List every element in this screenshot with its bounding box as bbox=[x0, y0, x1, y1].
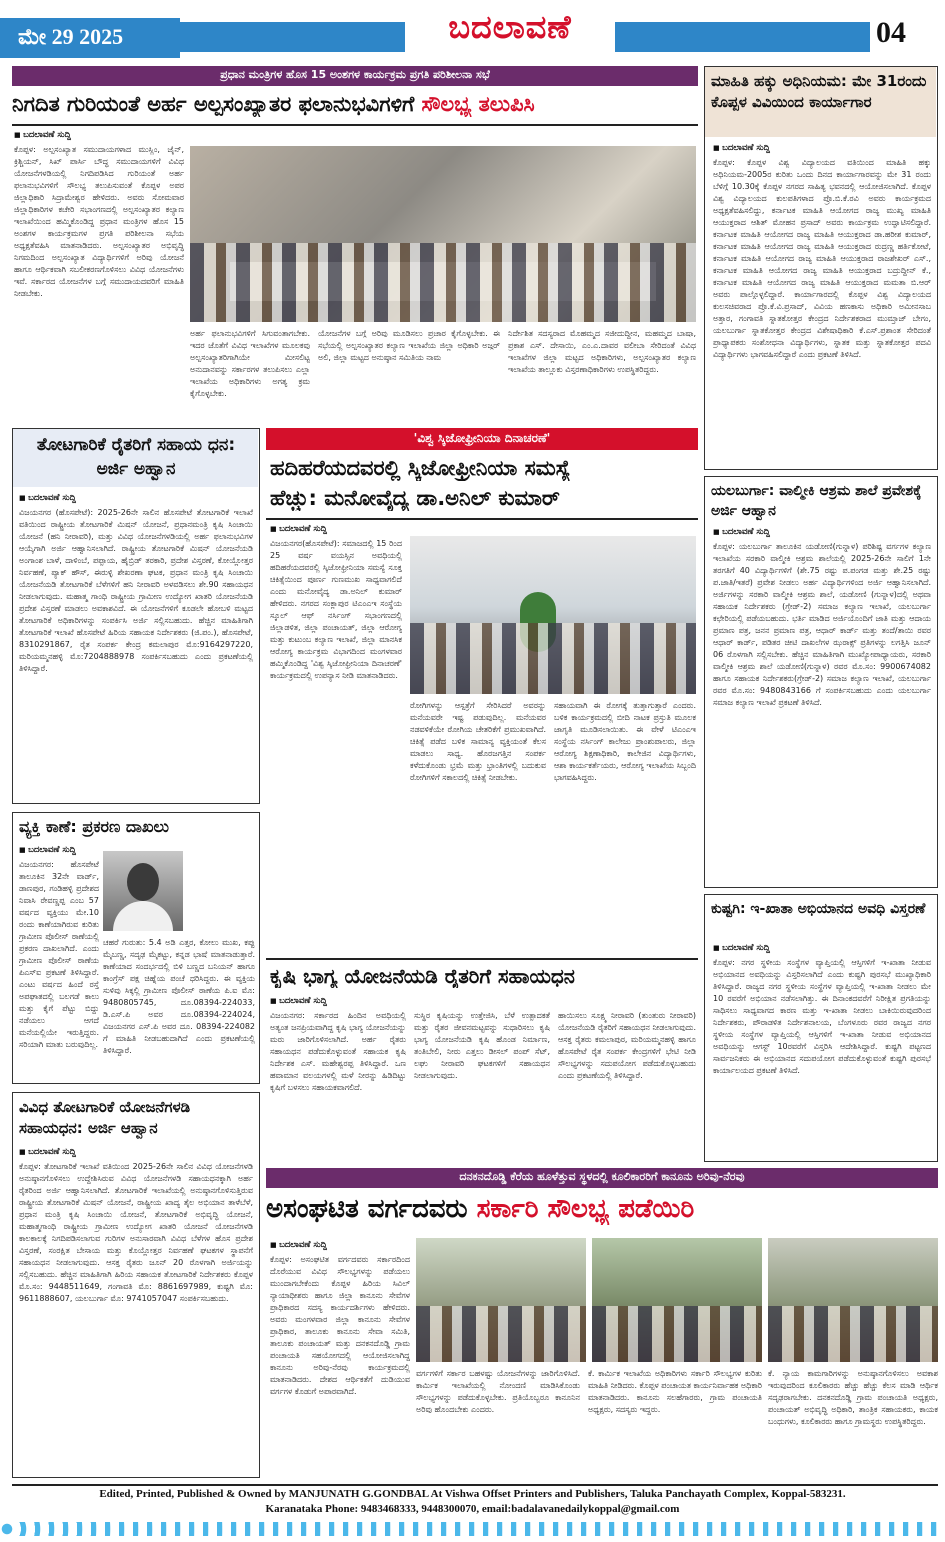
horti-schemes-headline: ವಿವಿಧ ತೋಟಗಾರಿಕೆ ಯೋಜನೆಗಳಡಿ ಸಹಾಯಧನ: ಅರ್ಜಿ ಆಹ್ವಾನ bbox=[19, 1098, 191, 1137]
krishi-headline: ಕೃಷಿ ಭಾಗ್ಯ ಯೋಜನೆಯಡಿ ರೈತರಿಗೆ ಸಹಾಯಧನ bbox=[270, 964, 575, 988]
missing-byline: ■ ಬದಲಾವಣೆ ಸುದ್ದಿ bbox=[19, 845, 76, 855]
lead-col3: ಯೋಜನೆಗಳ ಬಗ್ಗೆ ಅರಿವು ಮೂಡಿಸಲು ಪ್ರಚಾರ ಕೈಗೊಳ್ಳಬೇಕು. ಈ ಸಭೆಯಲ್ಲಿ ಅಲ್ಪಸಂಖ್ಯಾತರ ಕಲ್ಯಾಣ ಇಲಾಖೆಯ ಜಿಲ್ಲಾ ಅಧಿಕಾರಿ ಅಜ್ಗರ್ ಅಲಿ, ಜಿಲ್ಲಾ ಮಟ್ಟದ ಅನುಷ್ಠಾನ ಸಮಿತಿಯ ನಾಮ bbox=[318, 329, 500, 362]
krishi-col3: ಹಾಯಿಸಲು ಸೂಕ್ಷ್ಮ ನೀರಾವರಿ (ತುಂತುರು ನೀರಾವರಿ) ಯೋಜನೆಯಡಿ ರೈತರಿಗೆ ಸಹಾಯಧನ ನೀಡಲಾಗುವುದು. ಆಸಕ್ತ ರೈತರು ಕಮಲಾಪುರ, ಮರಿಯಮ್ಮನಹಳ್ಳಿ ಹಾಗೂ ಹೊಸಪೇಟೆ ರೈತ ಸಂಪರ್ಕ ಕೇಂದ್ರಗಳಿಗೆ ಭೇಟಿ ನೀಡಿ ಸೌಲಭ್ಯಗಳನ್ನು ಸದುಪಯೋಗ ಪಡೆದುಕೊಳ್ಳಬಹುದು ಎಂದು ಪ್ರಕಟಣೆಯಲ್ಲಿ ತಿಳಿಸಿದ್ದಾರೆ. bbox=[558, 1011, 696, 1080]
rti-story bbox=[704, 66, 938, 470]
schizo-col3: ಸಹಾಯವಾಗಿ ಈ ರೋಗಕ್ಕೆ ತುತ್ತಾಗುತ್ತಾರೆ ಎಂದರು. ಬಳಿಕ ಕಾರ್ಯಕ್ರಮದಲ್ಲಿ ಬೀದಿ ನಾಟಕ ಪ್ರಸ್ತುತಿ ಮೂಲಕ ಜಾಗೃತಿ ಮೂಡಿಸಲಾಯಿತು. ಈ ವೇಳೆ ಟಿಎಂಎಇ ಸಂಸ್ಥೆಯ ನರ್ಸಿಂಗ್ ಕಾಲೇಜು ಪ್ರಾಂಶುಪಾಲರು, ಜಿಲ್ಲಾ ಆರೋಗ್ಯ ಶಿಕ್ಷಣಾಧಿಕಾರಿ, ಕಾಲೇಜಿನ ವಿದ್ಯಾರ್ಥಿಗಳು, ಆಶಾ ಕಾರ್ಯಕರ್ತೆಯರು, ಆರೋಗ್ಯ ಇಲಾಖೆಯ ಸಿಬ್ಬಂದಿ ಭಾಗವಹಿಸಿದ್ದರು. bbox=[554, 701, 696, 782]
missing-headline: ವ್ಯಕ್ತಿ ಕಾಣೆ: ಪ್ರಕರಣ ದಾಖಲು bbox=[19, 817, 169, 836]
rti-byline: ■ ಬದಲಾವಣೆ ಸುದ್ದಿ bbox=[713, 143, 770, 153]
unorganised-photo-2 bbox=[592, 1238, 762, 1362]
horti-aid-byline: ■ ಬದಲಾವಣೆ ಸುದ್ದಿ bbox=[19, 493, 76, 503]
footer-line1: Edited, Printed, Published & Owned by MANJUNATH G.GONDBAL At Vishwa Offset Printers and Publishers, Taluka Panchayath Complex, Koppal-583231. bbox=[99, 1488, 846, 1500]
unorganised-col4: ಕೆ. ನ್ಯಾಯ ಕಾಮಗಾರಿಗಳನ್ನು ಅನುಷ್ಠಾನಗೊಳಿಸಲು ಅವಕಾಶ ಇರುವುದರಿಂದ ಕೂಲಿಕಾರರು ಹೆಚ್ಚು ಹೆಚ್ಚು ಕೆಲಸ ಮಾಡಿ ಆರ್ಥಿಕ ಸದೃಢರಾಗಬೇಕು. ದನಕನದೊಡ್ಡಿ ಗ್ರಾಮ ಪಂಚಾಯತಿ ಅಧ್ಯಕ್ಷರು, ಪಂಚಾಯತ್ ಅಭಿವೃದ್ಧಿ ಅಧಿಕಾರಿ, ತಾಂತ್ರಿಕ ಸಹಾಯಕರು, ಕಾಯಕ ಬಂಧುಗಳು, ಕೂಲಿಕಾರರು ಹಾಗೂ ಗ್ರಾಮಸ್ಥರು ಉಪಸ್ಥಿತರಿದ್ದರು. bbox=[768, 1369, 938, 1426]
yalaburga-body: ಕೊಪ್ಪಳ: ಯಲಬುರ್ಗಾ ತಾಲೂಕಿನ ಯಡೋಣಿ(ಗುನ್ನಾಳ) ಪರಿಶಿಷ್ಟ ವರ್ಗಗಳ ಕಲ್ಯಾಣ ಇಲಾಖೆಯ ಸರಕಾರಿ ವಾಲ್ಮೀಕಿ ಆಶ್ರಮ ಶಾಲೆಯಲ್ಲಿ 2025-26ನೇ ಸಾಲಿಗೆ 1ನೇ ತರಗತಿಗೆ 40 ವಿದ್ಯಾರ್ಥಿಗಳಿಗೆ (ಶೇ.75 ರಷ್ಟು ಪ.ಪಂಗಡ ಮತ್ತು ಶೇ.25 ರಷ್ಟು ಪ.ಜಾತಿ/ಇತರೆ) ಪ್ರವೇಶ ನೀಡಲು ಅರ್ಹ ವಿದ್ಯಾರ್ಥಿಗಳಿಂದ ಅರ್ಜಿ ಆಹ್ವಾನಿಸಲಾಗಿದೆ. ಅರ್ಜಿಗಳನ್ನು ಸರಕಾರಿ ವಾಲ್ಮೀಕಿ ಆಶ್ರಮ ಶಾಲೆ, ಯಡೋಣಿ (ಗುನ್ನಾಳ)ದಲ್ಲಿ ಅಥವಾ ಸಹಾಯಕ ನಿರ್ದೇಶಕರು (ಗ್ರೇಡ್-2) ಸಮಾಜ ಕಲ್ಯಾಣ ಇಲಾಖೆ, ಯಲಬುರ್ಗಾ ಕಛೇರಿಯಲ್ಲಿ ಪಡೆಯಬಹುದು. ಭರ್ತಿ ಮಾಡಿದ ಅರ್ಜಿಯೊಂದಿಗೆ ಜಾತಿ ಮತ್ತು ಆದಾಯ ಪ್ರಮಾಣ ಪತ್ರ, ಜನನ ಪ್ರಮಾಣ ಪತ್ರ, ಆಧಾರ್ ಕಾರ್ಡ್ ಮತ್ತು ತಂದೆ/ತಾಯಿ ರವರ ಆಧಾರ್ ಕಾರ್ಡ್, ಪಡಿತರ ಚೀಟಿ ದಾಖಲೆಗಳ ಝರಾಕ್ಸ್ ಪ್ರತಿಗಳನ್ನು ಲಗತ್ತಿಸಿ ಜೂನ್ 06 ರೊಳಗಾಗಿ ಸಲ್ಲಿಸಬೇಕು. ಹೆಚ್ಚಿನ ಮಾಹಿತಿಗಾಗಿ ಮುಖ್ಯೋಪಾಧ್ಯಾಯರು, ಸರಕಾರಿ ವಾಲ್ಮೀಕಿ ಆಶ್ರಮ ಶಾಲೆ ಯಡೋಣಿ(ಗುನ್ನಾಳ) ರವರ ಮೊ.ಸಂ: 9900674082 ಹಾಗೂ ಸಹಾಯಕ ನಿರ್ದೇಶಕರು(ಗ್ರೇಡ್-2) ಸಮಾಜ ಕಲ್ಯಾಣ ಇಲಾಖೆ, ಯಲಬುರ್ಗಾ ರವರ ಮೊ.ಸಂ: 9480843166 ಗೆ ಸಂಪರ್ಕಿಸಬಹುದು ಎಂದು ಯಲಬುರ್ಗಾ ಸಮಾಜ ಕಲ್ಯಾಣ ಇಲಾಖೆ ಪ್ರಕಟಣೆ ತಿಳಿಸಿದೆ. bbox=[713, 542, 931, 707]
horti-schemes-story bbox=[12, 1092, 260, 1478]
schizo-rule bbox=[266, 518, 698, 520]
lead-story bbox=[12, 66, 698, 421]
page-number: 04 bbox=[876, 16, 906, 49]
issue-date: ಮೇ 29 2025 bbox=[18, 24, 124, 49]
lead-photo bbox=[190, 146, 696, 322]
schizo-byline: ■ ಬದಲಾವಣೆ ಸುದ್ದಿ bbox=[270, 524, 327, 534]
unorganised-col1: ಕೊಪ್ಪಳ: ಅಸಂಘಟಿತ ವರ್ಗದವರು ಸರ್ಕಾರದಿಂದ ದೊರೆಯುವ ವಿವಿಧ ಸೌಲಭ್ಯಗಳನ್ನು ಪಡೆಯಲು ಮುಂದಾಗಬೇಕೆಂದು ಕೊಪ್ಪಳ ಹಿರಿಯ ಸಿವಿಲ್ ನ್ಯಾಯಾಧೀಶರು ಹಾಗೂ ಜಿಲ್ಲಾ ಕಾನೂನು ಸೇವೆಗಳ ಪ್ರಾಧಿಕಾರದ ಸದಸ್ಯ ಕಾರ್ಯದರ್ಶಿಗಳು ಹೇಳಿದರು. ಅವರು ಮಂಗಳವಾರ ಜಿಲ್ಲಾ ಕಾನೂನು ಸೇವೆಗಳ ಪ್ರಾಧಿಕಾರ, ತಾಲೂಕು ಕಾನೂನು ಸೇವಾ ಸಮಿತಿ, ತಾಲೂಕು ಪಂಚಾಯತ್ ಮತ್ತು ದನಕನದೊಡ್ಡಿ ಗ್ರಾಮ ಪಂಚಾಯತಿ ಸಹಯೋಗದಲ್ಲಿ ಆಯೋಜಿಸಲಾಗಿದ್ದ ಕಾನೂನು ಅರಿವು-ನೆರವು ಕಾರ್ಯಕ್ರಮದಲ್ಲಿ ಮಾತನಾಡಿದರು. ದೇಶದ ಆರ್ಥಿಕತೆಗೆ ದುಡಿಯುವ ವರ್ಗಗಳ ಕೊಡುಗೆ ಅಪಾರವಾಗಿದೆ. bbox=[270, 1255, 410, 1396]
unorganised-kicker: ದನಕನದೊಡ್ಡಿ ಕೆರೆಯ ಹೂಳೆತ್ತುವ ಸ್ಥಳದಲ್ಲಿ ಕೂಲಿಕಾರರಿಗೆ ಕಾನೂನು ಅರಿವು-ನೆರವು bbox=[459, 1170, 745, 1183]
kushtagi-headline: ಕುಷ್ಟಗಿ: ಇ-ಖಾತಾ ಅಭಿಯಾನದ ಅವಧಿ ವಿಸ್ತರಣೆ bbox=[711, 901, 926, 917]
unorganised-photo-3 bbox=[768, 1238, 938, 1362]
schizo-kicker: 'ವಿಶ್ವ ಸ್ಕಿಜೋಫ್ರೀನಿಯಾ ದಿನಾಚರಣೆ' bbox=[413, 431, 551, 445]
lead-headline-main: ನಿಗದಿತ ಗುರಿಯಂತೆ ಅರ್ಹ ಅಲ್ಪಸಂಖ್ಯಾತರ ಫಲಾನುಭವಿಗಳಿಗೆ bbox=[12, 92, 415, 116]
footer-rule bbox=[12, 1484, 938, 1486]
krishi-top-rule bbox=[266, 958, 698, 960]
unorganised-story bbox=[266, 1168, 938, 1478]
krishi-byline: ■ ಬದಲಾವಣೆ ಸುದ್ದಿ bbox=[270, 996, 327, 1006]
horti-aid-story bbox=[12, 428, 260, 804]
lead-col4: ನಿರ್ದೇಶಿತ ಸದಸ್ಯರಾದ ಮೊಹಮ್ಮದ ಸಜೀದುದ್ದೀನ, ಮಹಮ್ಮದ ಬಾಷಾ, ಪ್ರಕಾಶ ಎಸ್. ದೇಸಾಯಿ, ಎಂ.ಎ.ದಾವರ ವಲೀಬಾ ಸೇರಿದಂತೆ ವಿವಿಧ ಇಲಾಖೆಗಳ ಜಿಲ್ಲಾ ಮಟ್ಟದ ಅಧಿಕಾರಿಗಳು, ಅಲ್ಪಸಂಖ್ಯಾತರ ಕಲ್ಯಾಣ ಇಲಾಖೆಯ ತಾಲ್ಲೂಕು ವಿಸ್ತರಣಾಧಿಕಾರಿಗಳು ಉಪಸ್ಥಿತರಿದ್ದರು. bbox=[508, 329, 696, 374]
schizo-headline-line1: ಹದಿಹರೆಯದವರಲ್ಲಿ ಸ್ಕಿಜೋಫ್ರೀನಿಯಾ ಸಮಸ್ಯೆ bbox=[270, 456, 571, 480]
unorganised-col3: ಕೆ. ಕಾರ್ಮಿಕ ಇಲಾಖೆಯ ಅಧಿಕಾರಿಗಳು ಸರ್ಕಾರಿ ಸೌಲಭ್ಯಗಳ ಕುರಿತು ಮಾಹಿತಿ ನೀಡಿದರು. ಕೊಪ್ಪಳ ಪಂಚಾಯತ ಕಾರ್ಯನಿರ್ವಾಹಕ ಅಧಿಕಾರಿ ಮಾತನಾಡಿದರು. ಕಾನೂನು ಸಲಹೆಗಾರರು, ಗ್ರಾಮ ಪಂಚಾಯತಿ ಅಧ್ಯಕ್ಷರು, ಸದಸ್ಯರು ಇದ್ದರು. bbox=[588, 1369, 762, 1414]
rti-body: ಕೊಪ್ಪಳ: ಕೊಪ್ಪಳ ವಿಶ್ವ ವಿದ್ಯಾಲಯದ ವತಿಯಿಂದ ಮಾಹಿತಿ ಹಕ್ಕು ಅಧಿನಿಯಮ-2005ರ ಕುರಿತು ಒಂದು ದಿನದ ಕಾರ್ಯಾಗಾರವನ್ನು ಮೇ 31 ರಂದು ಬೆಳಿಗ್ಗೆ 10.30ಕ್ಕೆ ಕೊಪ್ಪಳ ನಗರದ ಸಾಹಿತ್ಯ ಭವನದಲ್ಲಿ ಆಯೋಜಿಸಲಾಗಿದೆ. ಕೊಪ್ಪಳ ವಿಶ್ವ ವಿದ್ಯಾಲಯದ ಕುಲಪತಿಗಳಾದ ಪ್ರೊ.ಬಿ.ಕೆ.ರವಿ ಅವರು ಕಾರ್ಯಕ್ರಮದ ಅಧ್ಯಕ್ಷತೆವಹಿಸಲಿದ್ದು, ಕರ್ನಾಟಕ ಮಾಹಿತಿ ಆಯೋಗದ ರಾಜ್ಯ ಮುಖ್ಯ ಮಾಹಿತಿ ಆಯುಕ್ತರಾದ ಆಶಿತ್ ಮೋಹನ ಪ್ರಸಾದ್ ಅವರು ಕಾರ್ಯಕ್ರಮ ಉದ್ಘಾಟಿಸಲಿದ್ದಾರೆ. ಕರ್ನಾಟಕ ಮಾಹಿತಿ ಆಯೋಗದ ರಾಜ್ಯ ಮಾಹಿತಿ ಆಯುಕ್ತರಾದ ಡಾ.ಹರೀಶ ಕುಮಾರ್, ಕರ್ನಾಟಕ ಮಾಹಿತಿ ಆಯೋಗದ ರಾಜ್ಯ ಮಾಹಿತಿ ಆಯುಕ್ತರಾದ ರುದ್ರಣ್ಣ ಹರ್ತಿಕೋಟೆ, ಕರ್ನಾಟಕ ಮಾಹಿತಿ ಆಯೋಗದ ರಾಜ್ಯ ಮಾಹಿತಿ ಆಯುಕ್ತರಾದ ರಾಜಶೇಖರ್ ಎಸ್., ಕರ್ನಾಟಕ ಮಾಹಿತಿ ಆಯೋಗದ ರಾಜ್ಯ ಮಾಹಿತಿ ಆಯುಕ್ತರಾದ ಬದ್ರುದ್ದೀನ್ ಕೆ., ಕರ್ನಾಟಕ ಮಾಹಿತಿ ಆಯೋಗದ ರಾಜ್ಯ ಮಾಹಿತಿ ಆಯುಕ್ತರಾದ ಮಮತಾ ಬಿ.ಆರ್ ಅವರು ಪಾಲ್ಗೊಳ್ಳಲಿದ್ದಾರೆ. ಕಾರ್ಯಾಗಾರದಲ್ಲಿ ಕೊಪ್ಪಳ ವಿಶ್ವ ವಿದ್ಯಾಲಯದ ಕುಲಸಚಿವರಾದ ಪ್ರೊ.ಕೆ.ವಿ.ಪ್ರಸಾದ್, ವಿವಿಯ ಹಣಕಾಸು ಅಧಿಕಾರಿ ಅಮೀನಸಾಬ ಅತ್ತಾರ, ಗಂಗಾವತಿ ಸ್ನಾತಕೋತ್ತರ ಕೇಂದ್ರದ ನಿರ್ದೇಶಕರಾದ ಮುಮ್ತಾಜ್ ಬೇಗಂ, ಯಲಬುರ್ಗಾ ಸ್ನಾತಕೋತ್ತರ ಕೇಂದ್ರದ ವಿಶೇಷಾಧಿಕಾರಿ ಕೆ.ಎಸ್.ಪ್ರಶಾಂತ ಸೇರಿದಂತೆ ಪ್ರಾಧ್ಯಾಪಕರು ಸಂಶೋಧನಾ ವಿದ್ಯಾರ್ಥಿಗಳು, ಸ್ನಾತಕ ಮತ್ತು ಸ್ನಾತಕೋತ್ತರ ಪದವಿ ವಿದ್ಯಾರ್ಥಿಗಳು ಭಾಗವಹಿಸಲಿದ್ದಾರೆ ಎಂದು ಪ್ರಕಟಣೆ ತಿಳಿಸಿದೆ. bbox=[713, 158, 931, 359]
lead-byline: ■ ಬದಲಾವಣೆ ಸುದ್ದಿ bbox=[14, 130, 71, 140]
footer-dots bbox=[0, 1522, 945, 1536]
lead-headline-accent: ಸೌಲಭ್ಯ ತಲುಪಿಸಿ bbox=[421, 92, 535, 116]
lead-col1: ಕೊಪ್ಪಳ: ಅಲ್ಪಸಂಖ್ಯಾತ ಸಮುದಾಯಗಳಾದ ಮುಸ್ಲಿಂ, ಜೈನ್, ಕ್ರಿಶ್ಚಿಯನ್, ಸಿಖ್ ಪಾರ್ಸಿ ಬೌದ್ಧ ಸಮುದಾಯಗಳಿಗೆ ವಿವಿಧ ಯೋಜನೆಗಳಡಿಯಲ್ಲಿ ನಿಗದಿಪಡಿಸಿದ ಗುರಿಯಂತೆ ಅರ್ಹ ಫಲಾನುಭವಿಗಳಿಗೆ ಸೌಲಭ್ಯ ತಲುಪಿಸುವಂತೆ ಕೊಪ್ಪಳ ಅಪರ ಜಿಲ್ಲಾಧಿಕಾರಿ ಸಿದ್ರಾಮೇಶ್ವರ ಹೇಳಿದರು. ಅವರು ಸೋಮವಾರ ಜಿಲ್ಲಾಧಿಕಾರಿಗಳ ಕಚೇರಿ ಸಭಾಂಗಣದಲ್ಲಿ ಅಲ್ಪಸಂಖ್ಯಾತರ ಕಲ್ಯಾಣ ಇಲಾಖೆಯಿಂದ ಹಮ್ಮಿಕೊಂಡಿದ್ದ ಪ್ರಧಾನ ಮಂತ್ರಿಗಳ ಹೊಸ 15 ಅಂಶಗಳ ಕಾರ್ಯಕ್ರಮಗಳ ಪ್ರಗತಿ ಪರಿಶೀಲನಾ ಸಭೆಯ ಅಧ್ಯಕ್ಷತೆವಹಿಸಿ ಮಾತನಾಡಿದರು. ಅಲ್ಪಸಂಖ್ಯಾತರ ಅಭಿವೃದ್ಧಿ ನಿಗಮದಿಂದ ಅಲ್ಪಸಂಖ್ಯಾತ ವಿದ್ಯಾರ್ಥಿಗಳಿಗೆ ಅರಿವು ಯೋಜನೆ ಹಾಗೂ ಆರ್ಥಿಕವಾಗಿ ಸಬಲೀಕರಣಗೊಳಿಸಲು ವಿವಿಧ ಯೋಜನೆಗಳು ಇವೆ. ಸರ್ಕಾರದ ಯೋಜನೆಗಳ ಬಗ್ಗೆ ಸಮುದಾಯದವರಿಗೆ ಮಾಹಿತಿ ನೀಡಬೇಕು. bbox=[14, 145, 184, 298]
unorganised-headline-accent: ಸರ್ಕಾರಿ ಸೌಲಭ್ಯ ಪಡೆಯಿರಿ bbox=[476, 1194, 695, 1224]
krishi-col1: ವಿಜಯನಗರ: ಸರ್ಕಾರದ ಹಿಂದಿನ ಅವಧಿಯಲ್ಲಿ ಅತ್ಯಂತ ಜನಪ್ರಿಯವಾಗಿದ್ದ ಕೃಷಿ ಭಾಗ್ಯ ಯೋಜನೆಯನ್ನು ಮರು ಜಾರಿಗೊಳಿಸಲಾಗಿದೆ. ಅರ್ಹ ರೈತರು ಸಹಾಯಧನ ಪಡೆದುಕೊಳ್ಳುವಂತೆ ಸಹಾಯಕ ಕೃಷಿ ನಿರ್ದೇಶಕ ಎಸ್. ಮಹೇಶ್ವರಪ್ಪ ತಿಳಿಸಿದ್ದಾರೆ. ಒಣ ಹವಾಮಾನ ವಲಯಗಳಲ್ಲಿ ಮಳೆ ನೀರನ್ನು ಹಿಡಿದಿಟ್ಟು ಕೃಷಿಗೆ ಬಳಸಲು ಸಹಾಯಕವಾಗಲಿದೆ. bbox=[270, 1011, 406, 1092]
horti-schemes-body: ಕೊಪ್ಪಳ: ತೋಟಗಾರಿಕೆ ಇಲಾಖೆ ವತಿಯಿಂದ 2025-26ನೇ ಸಾಲಿನ ವಿವಿಧ ಯೋಜನೆಗಳಡಿ ಅನುಷ್ಠಾನಗೊಳಿಸಲು ಉದ್ದೇಶಿಸಿರುವ ವಿವಿಧ ಯೋಜನೆಗಳಡಿ ಸಹಾಯಧನಕ್ಕಾಗಿ ಅರ್ಹ ರೈತರಿಂದ ಅರ್ಜಿ ಆಹ್ವಾನಿಸಲಾಗಿದೆ. ತೋಟಗಾರಿಕೆ ಇಲಾಖೆಯಲ್ಲಿ ಅನುಷ್ಠಾನಗೊಳಿಸುತ್ತಿರುವ ರಾಷ್ಟ್ರೀಯ ತೋಟಗಾರಿಕೆ ಮಿಷನ್ ಯೋಜನೆ, ರಾಷ್ಟ್ರೀಯ ಖಾದ್ಯ ತೈಲ ಅಭಿಯಾನ ತಾಳೆಬೆಳೆ, ಪ್ರಧಾನ ಮಂತ್ರಿ ಕೃಷಿ ಸಿಂಚಾಯಿ ಯೋಜನೆ, ತೋಟಗಾರಿಕೆ ಅಭಿವೃದ್ಧಿ ಯೋಜನೆ, ಮಹಾತ್ಮಗಾಂಧಿ ರಾಷ್ಟ್ರೀಯ ಗ್ರಾಮೀಣ ಉದ್ಯೋಗ ಖಾತರಿ ಯೋಜನೆ ಯೋಜನೆಗಳಡಿ ಕಾಲಕಾಲಕ್ಕೆ ನಿಗದಿಪಡಿಸಲಾಗುವ ಗುರಿಗಳ ಅನುಸಾರವಾಗಿ ವಿವಿಧ ಬೆಳೆಗಳ ಹೊಸ ಪ್ರದೇಶ ವಿಸ್ತರಣೆ, ಸಂರಕ್ಷಿತ ಬೇಸಾಯ ಮತ್ತು ಕೊಯ್ಲೋತ್ತರ ನಿರ್ವಹಣೆ ಘಟಕಗಳ ಸ್ಥಾಪನೆಗೆ ಸಹಾಯಧನ ನೀಡಲಾಗುವುದು. ಆಸಕ್ತ ರೈತರು ಜೂನ್ 20 ರೊಳಗಾಗಿ ಅರ್ಜಿಯನ್ನು ಸಲ್ಲಿಸಬಹುದು. ಹೆಚ್ಚಿನ ಮಾಹಿತಿಗಾಗಿ ಹಿರಿಯ ಸಹಾಯಕ ತೋಟಗಾರಿಕೆ ನಿರ್ದೇಶಕರು ಕೊಪ್ಪಳ ಮೊ.ಸಂ: 9448511649, ಗಂಗಾವತಿ ಮೊ: 8861697989, ಕುಷ್ಟಗಿ ಮೊ: 9611888607, ಯಲಬುರ್ಗಾ ಮೊ: 9741057047 ಸಂಪರ್ಕಿಸಬಹುದು. bbox=[19, 1162, 253, 1303]
schizo-col1: ವಿಜಯನಗರ(ಹೊಸಪೇಟೆ): ಸಮಾಜದಲ್ಲಿ 15 ರಿಂದ 25 ವರ್ಷ ವಯಸ್ಸಿನ ಅವಧಿಯಲ್ಲಿ ಹದಿಹರೆಯದವರಲ್ಲಿ ಸ್ಕಿಜೋಫ್ರೀನಿಯಾ ಸಮಸ್ಯೆ ಸೂಕ್ತ ಚಿಕಿತ್ಸೆಯಿಂದ ಪೂರ್ಣ ಗುಣಮುಖ ಸಾಧ್ಯವಾಗಲಿದೆ ಎಂದು ಮನೋವೈದ್ಯ ಡಾ.ಅನಿಲ್ ಕುಮಾರ್ ಹೇಳಿದರು. ನಗರದ ಸಂಕ್ಲಾಪುರ ಟಿಎಂಎಇ ಸಂಸ್ಥೆಯ ಸ್ಕೂಲ್ ಆಫ್ ನರ್ಸಿಂಗ್ ಸಭಾಂಗಣದಲ್ಲಿ ಜಿಲ್ಲಾಡಳಿತ, ಜಿಲ್ಲಾ ಪಂಚಾಯತ್, ಜಿಲ್ಲಾ ಆರೋಗ್ಯ ಮತ್ತು ಕುಟುಂಬ ಕಲ್ಯಾಣ ಇಲಾಖೆ, ಜಿಲ್ಲಾ ಮಾನಸಿಕ ಆರೋಗ್ಯ ಕಾರ್ಯಕ್ರಮ ವಿಭಾಗದಿಂದ ಮಂಗಳವಾರ ಹಮ್ಮಿಕೊಂಡಿದ್ದ 'ವಿಶ್ವ ಸ್ಕಿಜೋಫ್ರೀನಿಯಾ ದಿನಾಚರಣೆ' ಕಾರ್ಯಕ್ರಮದಲ್ಲಿ ಉಪನ್ಯಾಸ ನೀಡಿ ಮಾತನಾಡಿದರು. bbox=[270, 539, 402, 680]
lead-col2: ಅರ್ಹ ಫಲಾನುಭವಿಗಳಿಗೆ ಸಿಗುವಂತಾಗಬೇಕು. ಇದರ ಜೊತೆಗೆ ವಿವಿಧ ಇಲಾಖೆಗಳ ಮೂಲಕವು ಅಲ್ಪಸಂಖ್ಯಾತರಿಗಾಗಿಯೇ ಮೀಸಲಿಟ್ಟ ಅನುದಾನವನ್ನು ಸರ್ಕಾರಗಳ ತಲುಪಿಸಲು ಎಲ್ಲಾ ಇಲಾಖೆಯ ಅಧಿಕಾರಿಗಳು ಅಗತ್ಯ ಕ್ರಮ ಕೈಗೊಳ್ಳಬೇಕು. bbox=[190, 329, 310, 398]
kushtagi-byline: ■ ಬದಲಾವಣೆ ಸುದ್ದಿ bbox=[713, 943, 770, 953]
lead-headline bbox=[12, 92, 698, 117]
horti-schemes-byline: ■ ಬದಲಾವಣೆ ಸುದ್ದಿ bbox=[19, 1147, 76, 1157]
schizo-headline-line2: ಹೆಚ್ಚು: ಮನೋವೈದ್ಯ ಡಾ.ಅನಿಲ್ ಕುಮಾರ್ bbox=[270, 486, 560, 510]
missing-body-right: ಚಹರೆ ಗುರುತು: 5.4 ಅಡಿ ಎತ್ತರ, ಕೋಲು ಮುಖ, ಕಪ್ಪು ಮೈಬಣ್ಣ, ಸದೃಢ ಮೈಕಟ್ಟು, ಕನ್ನಡ ಭಾಷೆ ಮಾತನಾಡುತ್ತಾರೆ. ಕಾಣೆಯಾದ ಸಂದರ್ಭದಲ್ಲಿ ಬಿಳಿ ಬಣ್ಣದ ಬನಿಯನ್ ಹಾಗೂ ಕಾಂಗ್ರೆಸ್ ಪಕ್ಷ ಚಿಹ್ನೆಯ ಪಂಚೆ ಧರಿಸಿದ್ದರು. ಈ ವ್ಯಕ್ತಿಯ ಸುಳಿವು ಸಿಕ್ಕಲ್ಲಿ ಗ್ರಾಮೀಣ ಪೊಲೀಸ್ ಠಾಣೆಯ ಪಿ.ಐ ಮೊ: 9480805745, ದೂ.08394-224033, ಡಿ.ಎಸ್.ಪಿ ಅವರ ದೂ.08394-224024, ವಿಜಯನಗರ ಎಸ್.ಪಿ ಅವರ ದೂ. 08394-224082 ಗೆ ಮಾಹಿತಿ ನೀಡಬಹುದಾಗಿದೆ ಎಂದು ಪ್ರಕಟಣೆಯಲ್ಲಿ ತಿಳಿಸಿದ್ದಾರೆ. bbox=[103, 938, 255, 1055]
schizo-photo bbox=[410, 536, 696, 694]
schizo-story bbox=[266, 428, 698, 950]
yalaburga-story bbox=[704, 476, 938, 888]
krishi-col2: ಸುಸ್ಥಿರ ಕೃಷಿಯನ್ನು ಉತ್ತೇಜಿಸಿ, ಬೆಳೆ ಉತ್ಪಾದಕತೆ ಮತ್ತು ರೈತರ ಜೀವನಮಟ್ಟವನ್ನು ಸುಧಾರಿಸಲು ಕೃಷಿ ಭಾಗ್ಯ ಯೋಜನೆಯಡಿ ಕೃಷಿ ಹೊಂಡ ನಿರ್ಮಾಣ, ತಂತಿಬೇಲಿ, ನೀರು ಎತ್ತಲು ಡೀಸಲ್ ಪಂಪ್ ಸೆಟ್, ಲಘು ನೀರಾವರಿ ಘಟಕಗಳಿಗೆ ಸಹಾಯಧನ ನೀಡಲಾಗುವುದು. bbox=[414, 1011, 550, 1080]
unorganised-byline: ■ ಬದಲಾವಣೆ ಸುದ್ದಿ bbox=[270, 1240, 327, 1250]
unorganised-headline bbox=[266, 1194, 938, 1225]
missing-body-left: ವಿಜಯನಗರ: ಹೊಸಪೇಟೆ ತಾಲೂಕಿನ 32ನೇ ವಾರ್ಡ್, ಡಾಣಪುರ, ಗಂಡಿಹಳ್ಳಿ ಪ್ರದೇಶದ ನಿವಾಸಿ ರೇವಣ್ಣಪ್ಪ ಎಂಬ 57 ವರ್ಷದ ವ್ಯಕ್ತಿಯು ಮೇ.10 ರಂದು ಕಾಣೆಯಾಗಿರುವ ಕುರಿತು ಗ್ರಾಮೀಣ ಪೊಲೀಸ್ ಠಾಣೆಯಲ್ಲಿ ಪ್ರಕರಣ ದಾಖಲಾಗಿದೆ. ಎಂದು ಗ್ರಾಮೀಣ ಪೊಲೀಸ್ ಠಾಣೆಯ ಪಿಎಸ್ಐ ಪ್ರಕಟಣೆ ತಿಳಿಸಿದ್ದಾರೆ. ಎಂಟು ವರ್ಷದ ಹಿಂದೆ ರಸ್ತೆ ಅಪಘಾತದಲ್ಲಿ ಬಲಗಡೆ ಕಾಲು ಮತ್ತು ಕೈಗೆ ಪೆಟ್ಟು ಬಿದ್ದು ನಡೆಯಲು ಆಗದೆ ಮನೆಯಲ್ಲಿಯೇ ಇರುತ್ತಿದ್ದರು. ಸರಿಯಾಗಿ ಮಾತು ಬರುವುದಿಲ್ಲ. bbox=[19, 860, 99, 1049]
missing-person-photo bbox=[103, 851, 183, 931]
footer-line2: Karanataka Phone: 9483468333, 9448300070, email:badalavanedailykoppal@gmail.com bbox=[265, 1503, 680, 1515]
paper-name-logo: ಬದಲಾವಣೆ bbox=[448, 8, 572, 46]
rti-headline: ಮಾಹಿತಿ ಹಕ್ಕು ಅಧಿನಿಯಮ: ಮೇ 31ರಂದು ಕೊಪ್ಪಳ ವಿವಿಯಿಂದ ಕಾರ್ಯಾಗಾರ bbox=[711, 72, 927, 111]
kushtagi-body: ಕೊಪ್ಪಳ: ನಗರ ಸ್ಥಳೀಯ ಸಂಸ್ಥೆಗಳ ವ್ಯಾಪ್ತಿಯಲ್ಲಿ ಆಸ್ತಿಗಳಿಗೆ ಇ-ಖಾತಾ ನೀಡುವ ಅಭಿಯಾನದ ಅವಧಿಯನ್ನು ವಿಸ್ತರಿಸಲಾಗಿದೆ ಎಂದು ಕುಷ್ಟಗಿ ಪುರಸಭೆ ಮುಖ್ಯಾಧಿಕಾರಿ ತಿಳಿಸಿದ್ದಾರೆ. ರಾಜ್ಯದ ನಗರ ಸ್ಥಳೀಯ ಸಂಸ್ಥೆಗಳ ವ್ಯಾಪ್ತಿಯಲ್ಲಿ ಇ-ಖಾತಾ ನೀಡಲು ಮೇ 10 ರವರೆಗೆ ಅಭಿಯಾನ ನಡೆಸಲಾಗಿತ್ತು. ಈ ದಿನಾಂಕದವರೆಗೆ ನಿರೀಕ್ಷಿತ ಪ್ರಗತಿಯನ್ನು ಸಾಧಿಸಲು ಸಾಧ್ಯವಾಗದ ಕಾರಣ ಮತ್ತು ಇ-ಖಾತಾ ನೀಡಲು ಬಾಕಿಯಿರುವುದರಿಂದ ನಿರ್ದೇಶಕರು, ಪೌರಾಡಳಿತ ನಿರ್ದೇಶನಾಲಯ, ಬೆಂಗಳೂರು ರವರ ರಾಜ್ಯದ ನಗರ ಸ್ಥಳೀಯ ಸಂಸ್ಥೆಗಳ ವ್ಯಾಪ್ತಿಯಲ್ಲಿ ಆಸ್ತಿಗಳಿಗೆ ಇ-ಖಾತಾ ನೀಡುವ ಅಭಿಯಾನದ ಅವಧಿಯನ್ನು ಆಗಸ್ಟ್ 10ರವರೆಗೆ ವಿಸ್ತರಿಸಿ ಆದೇಶಿಸಿದ್ದಾರೆ. ಕುಷ್ಟಗಿ ಪಟ್ಟಣದ ಸಾರ್ವಜನಿಕರು ಈ ಅಭಿಯಾನದ ಸದುಪಯೋಗ ಪಡೆದುಕೊಳ್ಳುವಂತೆ ಕುಷ್ಟಗಿ ಪುರಸಭೆ ಕಾರ್ಯಾಲಯದ ಪ್ರಕಟಣೆ ತಿಳಿಸಿದೆ. bbox=[713, 958, 931, 1075]
yalaburga-byline: ■ ಬದಲಾವಣೆ ಸುದ್ದಿ bbox=[713, 527, 770, 537]
unorganised-col2: ವರ್ಗಗಳಿಗೆ ಸರ್ಕಾರ ಬಹಳಷ್ಟು ಯೋಜನೆಗಳನ್ನು ಜಾರಿಗೊಳಿಸಿದೆ. ಕಾರ್ಮಿಕ ಇಲಾಖೆಯಲ್ಲಿ ನೋಂದಣಿ ಮಾಡಿಸಿಕೊಂಡು ಸೌಲಭ್ಯಗಳನ್ನು ಪಡೆದುಕೊಳ್ಳಬೇಕು. ಪ್ರತಿಯೊಬ್ಬರೂ ಕಾನೂನಿನ ಅರಿವು ಹೊಂದಬೇಕು ಎಂದರು. bbox=[416, 1369, 580, 1414]
krishi-story bbox=[266, 958, 698, 1160]
masthead bbox=[0, 0, 945, 62]
missing-person-story bbox=[12, 812, 260, 1084]
unorganised-headline-main: ಅಸಂಘಟಿತ ವರ್ಗದವರು bbox=[266, 1194, 468, 1224]
lead-kicker: ಪ್ರಧಾನ ಮಂತ್ರಿಗಳ ಹೊಸ 15 ಅಂಶಗಳ ಕಾರ್ಯಕ್ರಮ ಪ್ರಗತಿ ಪರಿಶೀಲನಾ ಸಭೆ bbox=[220, 68, 490, 81]
yalaburga-headline: ಯಲಬುರ್ಗಾ: ವಾಲ್ಮೀಕಿ ಆಶ್ರಮ ಶಾಲೆ ಪ್ರವೇಶಕ್ಕೆ ಅರ್ಜಿ ಆಹ್ವಾನ bbox=[711, 483, 922, 519]
lead-rule bbox=[12, 124, 698, 126]
unorganised-photo-1 bbox=[416, 1238, 586, 1362]
kushtagi-story bbox=[704, 894, 938, 1162]
horti-aid-body: ವಿಜಯನಗರ (ಹೊಸಪೇಟೆ): 2025-26ನೇ ಸಾಲಿನ ಹೊಸಪೇಟೆ ತೋಟಗಾರಿಕೆ ಇಲಾಖೆ ವತಿಯಿಂದ ರಾಷ್ಟ್ರೀಯ ತೋಟಗಾರಿಕೆ ಮಿಷನ್ ಯೋಜನೆ, ಪ್ರಧಾನಮಂತ್ರಿ ಕೃಷಿ ಸಿಂಚಾಯಿ ಯೋಜನೆ (ಹನಿ ನೀರಾವರಿ), ಮತ್ತು ವಿವಿಧ ಯೋಜನೆಗಳಡಿಯಲ್ಲಿ ಅರ್ಹ ಫಲಾನುಭವಿಗಳ ಆಯ್ಕೆಗಾಗಿ ಅರ್ಜಿ ಆಹ್ವಾನಿಸಲಾಗಿದೆ. ರಾಷ್ಟ್ರೀಯ ತೋಟಗಾರಿಕೆ ಮಿಷನ್ ಯೋಜನೆಯಡಿ ಅಂಗಾಂಶ ಬಾಳೆ, ದಾಳಿಂಬೆ, ಪಪ್ಪಾಯ, ಹೈಬ್ರಿಡ್ ತರಕಾರಿ, ಪ್ರದೇಶ ವಿಸ್ತರಣೆ, ಕೋಯ್ಲೋತ್ತರ ನಿರ್ವಹಣೆ, ಪ್ಯಾಕ್ ಹೌಸ್, ಈರುಳ್ಳಿ ಶೇಖರಣಾ ಘಟಕ, ಪ್ರಧಾನ ಮಂತ್ರಿ ಕೃಷಿ ಸಿಂಚಾಯಿ ಯೋಜನೆಯಡಿ ತೋಟಗಾರಿಕೆ ಬೆಳೆಗಳಿಗೆ ಹನಿ ನೀರಾವರಿ ಅಳವಡಿಸಲು ಶೇ.90 ಸಹಾಯಧನ ನೀಡಲಾಗುವುದು. ಮಹಾತ್ಮ ಗಾಂಧಿ ರಾಷ್ಟ್ರೀಯ ಗ್ರಾಮೀಣ ಉದ್ಯೋಗ ಖಾತರಿ ಯೋಜನೆಯಡಿ ಪ್ರದೇಶ ವಿಸ್ತರಣೆ ಮಾಡಲು ಅವಕಾಶವಿದೆ. ಈ ಯೋಜನೆಗಳಿಗೆ ಕೂಡಲೇ ಹೋಬಳಿ ಮಟ್ಟದ ತೋಟಗಾರಿಕೆ ಅಧಿಕಾರಿಗಳನ್ನು ಸಂಪರ್ಕಿಸಿ ಅರ್ಜಿ ಸಲ್ಲಿಸಬಹುದು. ಹೆಚ್ಚಿನ ಮಾಹಿತಿಗಾಗಿ ತೋಟಗಾರಿಕೆ ಇಲಾಖೆ ಹೊಸಪೇಟೆ ಹಿರಿಯ ಸಹಾಯಕ ನಿರ್ದೇಶಕರು (ಜಿ.ಪಂ.), ಹೊಸಪೇಟೆ, 8310291867, ರೈತ ಸಂಪರ್ಕ ಕೇಂದ್ರ ಕಮಲಾಪುರ ಮೊ:9164297220, ಮರಿಯಮ್ಮನಹಳ್ಳಿ ಮೊ:7204888978 ಸಂಪರ್ಕಿಸಬಹುದು ಎಂದು ಪ್ರಕಟಣೆಯಲ್ಲಿ ತಿಳಿಸಿದ್ದಾರೆ. bbox=[19, 508, 253, 673]
horti-aid-headline: ತೋಟಗಾರಿಕೆ ರೈತರಿಗೆ ಸಹಾಯ ಧನ: ಅರ್ಜಿ ಅಹ್ವಾನ bbox=[36, 435, 236, 479]
schizo-col2: ರೋಗಿಗಳನ್ನು ಆಸ್ಪತ್ರೆಗೆ ಸೇರಿಸಿದರೆ ಅವರನ್ನು ಮನೆಯವರೇ ಇಷ್ಟ ಪಡುವುದಿಲ್ಲ. ಮನೆಯವರ ನಡವಳಿಕೆಯೇ ರೋಗಿಯ ಚೇತರಿಕೆಗೆ ಪ್ರಮುಖವಾಗಿದೆ. ಚಿಕಿತ್ಸೆ ಪಡೆದ ಬಳಿಕ ಸಾಮಾನ್ಯ ವ್ಯಕ್ತಿಯಂತೆ ಕೆಲಸ ಮಾಡಲು ಸಾಧ್ಯ. ಹೊರಜಗತ್ತಿನ ಸಂಪರ್ಕ ಕಳೆದುಕೊಂಡು ಭ್ರಮೆ ಮತ್ತು ಭ್ರಾಂತಿಗಳಲ್ಲಿ ಬದುಕುವ ರೋಗಿಗಳಿಗೆ ಸಕಾಲದಲ್ಲಿ ಚಿಕಿತ್ಸೆ ನೀಡಬೇಕು. bbox=[410, 701, 546, 782]
